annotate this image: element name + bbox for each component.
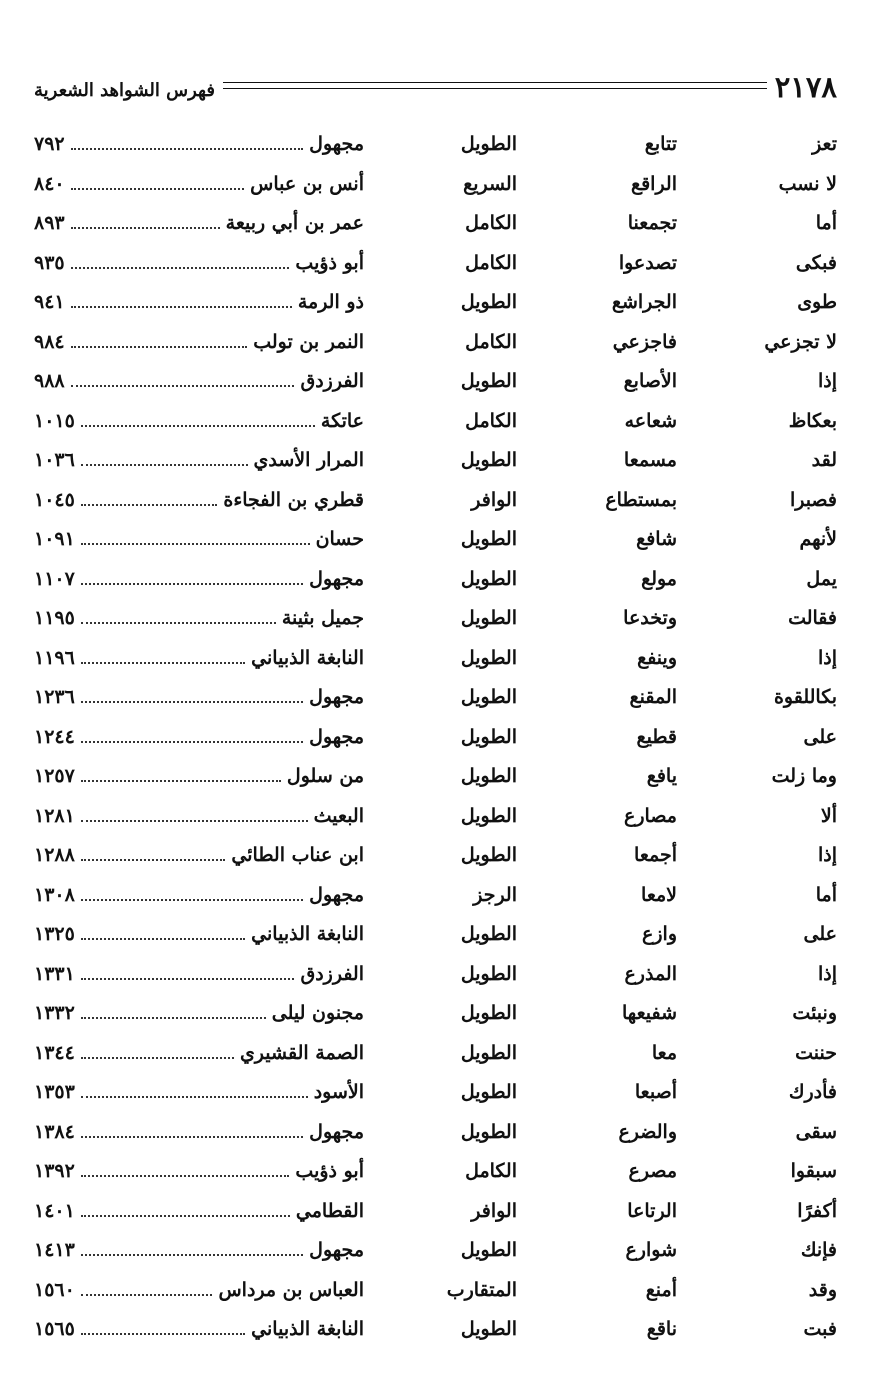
- index-row: [34, 1309, 837, 1349]
- index-row: [34, 440, 837, 480]
- poetic-meter: الطويل: [460, 1081, 517, 1103]
- poet-name: البعيث: [313, 804, 364, 827]
- dot-leader: [81, 569, 303, 585]
- author-entry: [34, 922, 364, 946]
- dot-leader: [81, 648, 245, 664]
- verse-start: فبت: [803, 1318, 837, 1340]
- page-reference: ٩٨٨: [34, 370, 65, 392]
- index-row: [34, 401, 837, 441]
- index-row: [34, 1151, 837, 1191]
- dot-leader: [71, 332, 248, 348]
- verse-start: إذا: [817, 844, 837, 866]
- dot-leader: [81, 1201, 290, 1217]
- dot-leader: [71, 253, 290, 269]
- rhyme-word: مسمعا: [623, 449, 677, 471]
- dot-leader: [81, 450, 248, 466]
- index-row: [34, 1230, 837, 1270]
- dot-leader: [81, 608, 276, 624]
- rhyme-word: أصبعا: [634, 1081, 677, 1103]
- dot-leader: [81, 1122, 303, 1138]
- author-entry: [34, 448, 364, 472]
- poetic-meter: الكامل: [465, 251, 517, 274]
- author-entry: [34, 843, 364, 867]
- author-entry: [34, 369, 364, 393]
- poet-name: مجنون ليلى: [271, 1002, 364, 1024]
- poet-name: النابغة الذبياني: [251, 646, 364, 669]
- rhyme-word: شوارع: [625, 1239, 677, 1261]
- author-entry: [34, 685, 364, 709]
- poetry-index-table: [34, 124, 837, 1349]
- rhyme-word: قطيع: [636, 725, 677, 748]
- dot-leader: [81, 411, 315, 427]
- poet-name: عمر بن أبي ربيعة: [225, 212, 364, 234]
- page-reference: ١٠٩١: [34, 528, 75, 550]
- dot-leader: [71, 292, 292, 308]
- author-entry: [34, 1278, 364, 1302]
- author-entry: [34, 1159, 364, 1183]
- verse-start: وما زلت: [771, 765, 837, 787]
- rhyme-word: معا: [651, 1041, 677, 1064]
- page-reference: ١١٩٦: [34, 646, 75, 669]
- page-reference: ١٣٠٨: [34, 883, 75, 906]
- page-reference: ٨٩٣: [34, 212, 65, 234]
- poet-name: النابغة الذبياني: [251, 1318, 364, 1340]
- index-row: [34, 914, 837, 954]
- dot-leader: [81, 806, 308, 822]
- author-entry: [34, 764, 364, 788]
- poetic-meter: الطويل: [460, 291, 517, 313]
- rhyme-word: الأصابع: [623, 370, 677, 392]
- page-reference: ١٠٣٦: [34, 449, 75, 471]
- page-reference: ١١٠٧: [34, 567, 75, 590]
- verse-start: أما: [815, 212, 837, 234]
- author-entry: [34, 409, 364, 433]
- author-entry: [34, 1238, 364, 1262]
- poetic-meter: الطويل: [460, 1120, 517, 1143]
- poetic-meter: الطويل: [460, 725, 517, 748]
- poet-name: الأسود: [313, 1081, 364, 1103]
- verse-start: بكاللقوة: [773, 686, 837, 708]
- author-entry: [34, 1001, 364, 1025]
- verse-start: فإنك: [800, 1239, 837, 1261]
- poet-name: مجهول: [309, 725, 364, 748]
- poet-name: المرار الأسدي: [253, 449, 364, 471]
- rhyme-word: فاجزعي: [612, 330, 677, 353]
- dot-leader: [81, 1082, 308, 1098]
- author-entry: [34, 883, 364, 907]
- poetic-meter: السريع: [463, 172, 517, 195]
- dot-leader: [81, 1043, 234, 1059]
- dot-leader: [81, 1319, 245, 1335]
- poetic-meter: الطويل: [460, 1041, 517, 1064]
- page-number: ٢١٧٨: [774, 70, 837, 104]
- verse-start: إذا: [817, 370, 837, 392]
- author-entry: [34, 211, 364, 235]
- rhyme-word: وينفع: [637, 646, 677, 669]
- poet-name: الصمة القشيري: [239, 1041, 364, 1064]
- author-entry: [34, 251, 364, 275]
- index-row: [34, 756, 837, 796]
- verse-start: طوى: [797, 291, 837, 313]
- index-row: [34, 519, 837, 559]
- poet-name: أبو ذؤيب: [295, 251, 364, 274]
- page-header: [34, 66, 837, 102]
- poet-name: النمر بن تولب: [253, 330, 364, 353]
- verse-start: تعز: [812, 133, 837, 155]
- poetic-meter: الطويل: [460, 686, 517, 708]
- dot-leader: [81, 1003, 266, 1019]
- page-reference: ١٣٤٤: [34, 1041, 75, 1064]
- page-reference: ١٢٣٦: [34, 686, 75, 708]
- rhyme-word: أجمعا: [634, 844, 677, 866]
- verse-start: فصبرا: [789, 488, 837, 511]
- author-entry: [34, 606, 364, 630]
- index-row: [34, 717, 837, 757]
- page-reference: ١٢٨١: [34, 804, 75, 827]
- author-entry: [34, 725, 364, 749]
- rhyme-word: تتابع: [644, 133, 677, 155]
- page-reference: ١٣٣٢: [34, 1002, 75, 1024]
- verse-start: يمل: [806, 567, 837, 590]
- index-row: [34, 164, 837, 204]
- verse-start: بعكاظ: [788, 409, 837, 432]
- poetic-meter: المتقارب: [446, 1278, 517, 1301]
- poet-name: القطامي: [295, 1199, 364, 1222]
- poetic-meter: الرجز: [473, 883, 517, 906]
- verse-start: لقد: [811, 449, 837, 471]
- poet-name: الفرزدق: [300, 962, 364, 985]
- poetic-meter: الكامل: [465, 330, 517, 353]
- poet-name: أنس بن عباس: [250, 172, 364, 195]
- poetic-meter: الطويل: [460, 1002, 517, 1024]
- poetic-meter: الطويل: [460, 765, 517, 787]
- rhyme-word: مصارع: [624, 804, 677, 827]
- author-entry: [34, 488, 364, 512]
- poet-name: الفرزدق: [300, 370, 364, 392]
- index-row: [34, 835, 837, 875]
- rhyme-word: شعاعه: [624, 409, 677, 432]
- dot-leader: [71, 174, 245, 190]
- poetic-meter: الطويل: [460, 923, 517, 945]
- page-reference: ١٣٢٥: [34, 923, 75, 945]
- index-row: [34, 598, 837, 638]
- author-entry: [34, 646, 364, 670]
- page-reference: ٩٤١: [34, 291, 65, 313]
- poetic-meter: الطويل: [460, 528, 517, 550]
- author-entry: [34, 290, 364, 314]
- rhyme-word: بمستطاع: [605, 488, 677, 511]
- author-entry: [34, 1199, 364, 1223]
- poet-name: حسان: [315, 528, 364, 550]
- verse-start: سبقوا: [790, 1160, 837, 1182]
- verse-start: فبكى: [795, 251, 837, 274]
- poetic-meter: الطويل: [460, 567, 517, 590]
- rhyme-word: وتخدعا: [623, 607, 677, 629]
- index-row: [34, 875, 837, 915]
- rhyme-word: المقنع: [629, 686, 677, 708]
- verse-start: على: [803, 923, 837, 945]
- index-row: [34, 796, 837, 836]
- rhyme-word: الجراشع: [611, 291, 677, 313]
- dot-leader: [81, 1280, 213, 1296]
- poet-name: عاتكة: [320, 409, 364, 432]
- poetic-meter: الطويل: [460, 1239, 517, 1261]
- index-row: [34, 203, 837, 243]
- author-entry: [34, 1120, 364, 1144]
- rhyme-word: الرتاعا: [627, 1199, 677, 1222]
- poetic-meter: الكامل: [465, 212, 517, 234]
- rhyme-word: شفيعها: [622, 1002, 677, 1024]
- index-row: [34, 638, 837, 678]
- poetic-meter: الطويل: [460, 449, 517, 471]
- index-row: [34, 361, 837, 401]
- index-row: [34, 559, 837, 599]
- poet-name: ابن عناب الطائي: [231, 844, 364, 866]
- page-reference: ١٠١٥: [34, 409, 75, 432]
- index-row: [34, 954, 837, 994]
- rhyme-word: يافع: [646, 765, 677, 787]
- dot-leader: [81, 964, 295, 980]
- dot-leader: [81, 687, 303, 703]
- index-row: [34, 1112, 837, 1152]
- page-reference: ١٠٤٥: [34, 488, 75, 511]
- poet-name: مجهول: [309, 686, 364, 708]
- page-reference: ١٤٠١: [34, 1199, 75, 1222]
- dot-leader: [81, 924, 245, 940]
- dot-leader: [81, 1161, 290, 1177]
- dot-leader: [71, 213, 220, 229]
- page-reference: ١٣٥٣: [34, 1081, 75, 1103]
- page-reference: ١٣٩٢: [34, 1160, 75, 1182]
- dot-leader: [81, 766, 281, 782]
- poet-name: مجهول: [309, 133, 364, 155]
- dot-leader: [71, 371, 295, 387]
- dot-leader: [71, 134, 304, 150]
- author-entry: [34, 1041, 364, 1065]
- rhyme-word: وازع: [642, 923, 677, 945]
- index-row: [34, 480, 837, 520]
- poetic-meter: الطويل: [460, 844, 517, 866]
- verse-start: أكفرًا: [797, 1199, 837, 1222]
- verse-start: إذا: [817, 646, 837, 669]
- page-reference: ١١٩٥: [34, 607, 75, 629]
- page-reference: ٩٨٤: [34, 330, 65, 353]
- poet-name: ذو الرمة: [297, 291, 364, 313]
- poet-name: مجهول: [309, 1120, 364, 1143]
- poetic-meter: الوافر: [471, 1199, 517, 1222]
- page-reference: ١٥٦٠: [34, 1278, 75, 1301]
- rhyme-word: لامعا: [641, 883, 677, 906]
- author-entry: [34, 1080, 364, 1104]
- poet-name: مجهول: [309, 567, 364, 590]
- rhyme-word: مصرع: [628, 1160, 677, 1182]
- verse-start: على: [803, 725, 837, 748]
- index-row: [34, 322, 837, 362]
- author-entry: [34, 567, 364, 591]
- verse-start: لا نسب: [778, 172, 837, 195]
- dot-leader: [81, 727, 303, 743]
- poet-name: مجهول: [309, 883, 364, 906]
- verse-start: ونبئت: [792, 1002, 837, 1024]
- index-row: [34, 1072, 837, 1112]
- author-entry: [34, 330, 364, 354]
- page-reference: ١٣٣١: [34, 962, 75, 985]
- dot-leader: [81, 490, 218, 506]
- poetic-meter: الطويل: [460, 1318, 517, 1340]
- poetic-meter: الكامل: [465, 1160, 517, 1182]
- poet-name: النابغة الذبياني: [251, 923, 364, 945]
- section-title: فهرس الشواهد الشعرية: [34, 80, 215, 101]
- verse-start: حننت: [795, 1041, 837, 1064]
- author-entry: [34, 527, 364, 551]
- verse-start: لا تجزعي: [764, 330, 837, 353]
- dot-leader: [81, 529, 310, 545]
- verse-start: وقد: [808, 1278, 837, 1301]
- poet-name: أبو ذؤيب: [295, 1160, 364, 1182]
- dot-leader: [81, 1240, 303, 1256]
- poetic-meter: الطويل: [460, 607, 517, 629]
- page-reference: ١٥٦٥: [34, 1318, 75, 1340]
- index-row: [34, 993, 837, 1033]
- page-reference: ١٢٨٨: [34, 844, 75, 866]
- poet-name: جميل بثينة: [281, 607, 364, 629]
- page-reference: ١٣٨٤: [34, 1120, 75, 1143]
- page-reference: ٩٣٥: [34, 251, 65, 274]
- index-row: [34, 243, 837, 283]
- poet-name: مجهول: [309, 1239, 364, 1261]
- poetic-meter: الطويل: [460, 370, 517, 392]
- index-row: [34, 1033, 837, 1073]
- rhyme-word: مولع: [641, 567, 677, 590]
- verse-start: ألا: [820, 804, 837, 827]
- verse-start: سقى: [795, 1120, 837, 1143]
- author-entry: [34, 804, 364, 828]
- page-reference: ١٤١٣: [34, 1239, 75, 1261]
- page-reference: ٧٩٢: [34, 133, 65, 155]
- rhyme-word: ناقع: [646, 1318, 677, 1340]
- author-entry: [34, 962, 364, 986]
- verse-start: إذا: [817, 962, 837, 985]
- poetic-meter: الطويل: [460, 133, 517, 155]
- poetic-meter: الطويل: [460, 962, 517, 985]
- rhyme-word: والضرع: [618, 1120, 677, 1143]
- header-rule: [223, 82, 767, 89]
- poet-name: قطري بن الفجاءة: [223, 488, 364, 511]
- index-row: [34, 282, 837, 322]
- rhyme-word: تصدعوا: [618, 251, 677, 274]
- verse-start: أما: [815, 883, 837, 906]
- poetic-meter: الطويل: [460, 646, 517, 669]
- index-row: [34, 1191, 837, 1231]
- page-reference: ١٢٥٧: [34, 765, 75, 787]
- index-row: [34, 677, 837, 717]
- author-entry: [34, 172, 364, 196]
- rhyme-word: المذرع: [624, 962, 677, 985]
- poetic-meter: الكامل: [465, 409, 517, 432]
- page-reference: ٨٤٠: [34, 172, 65, 195]
- poet-name: من سلول: [286, 765, 364, 787]
- author-entry: [34, 132, 364, 156]
- rhyme-word: شافع: [636, 528, 677, 550]
- poetic-meter: الوافر: [471, 488, 517, 511]
- author-entry: [34, 1317, 364, 1341]
- verse-start: فقالت: [788, 607, 837, 629]
- rhyme-word: الراقع: [630, 172, 677, 195]
- dot-leader: [81, 885, 303, 901]
- page-reference: ١٢٤٤: [34, 725, 75, 748]
- rhyme-word: تجمعنا: [627, 212, 677, 234]
- poet-name: العباس بن مرداس: [218, 1278, 364, 1301]
- index-row: [34, 124, 837, 164]
- poetic-meter: الطويل: [460, 804, 517, 827]
- rhyme-word: أمنع: [645, 1278, 677, 1301]
- verse-start: لأنهم: [799, 528, 837, 550]
- index-row: [34, 1270, 837, 1310]
- dot-leader: [81, 845, 226, 861]
- verse-start: فأدرك: [788, 1081, 837, 1103]
